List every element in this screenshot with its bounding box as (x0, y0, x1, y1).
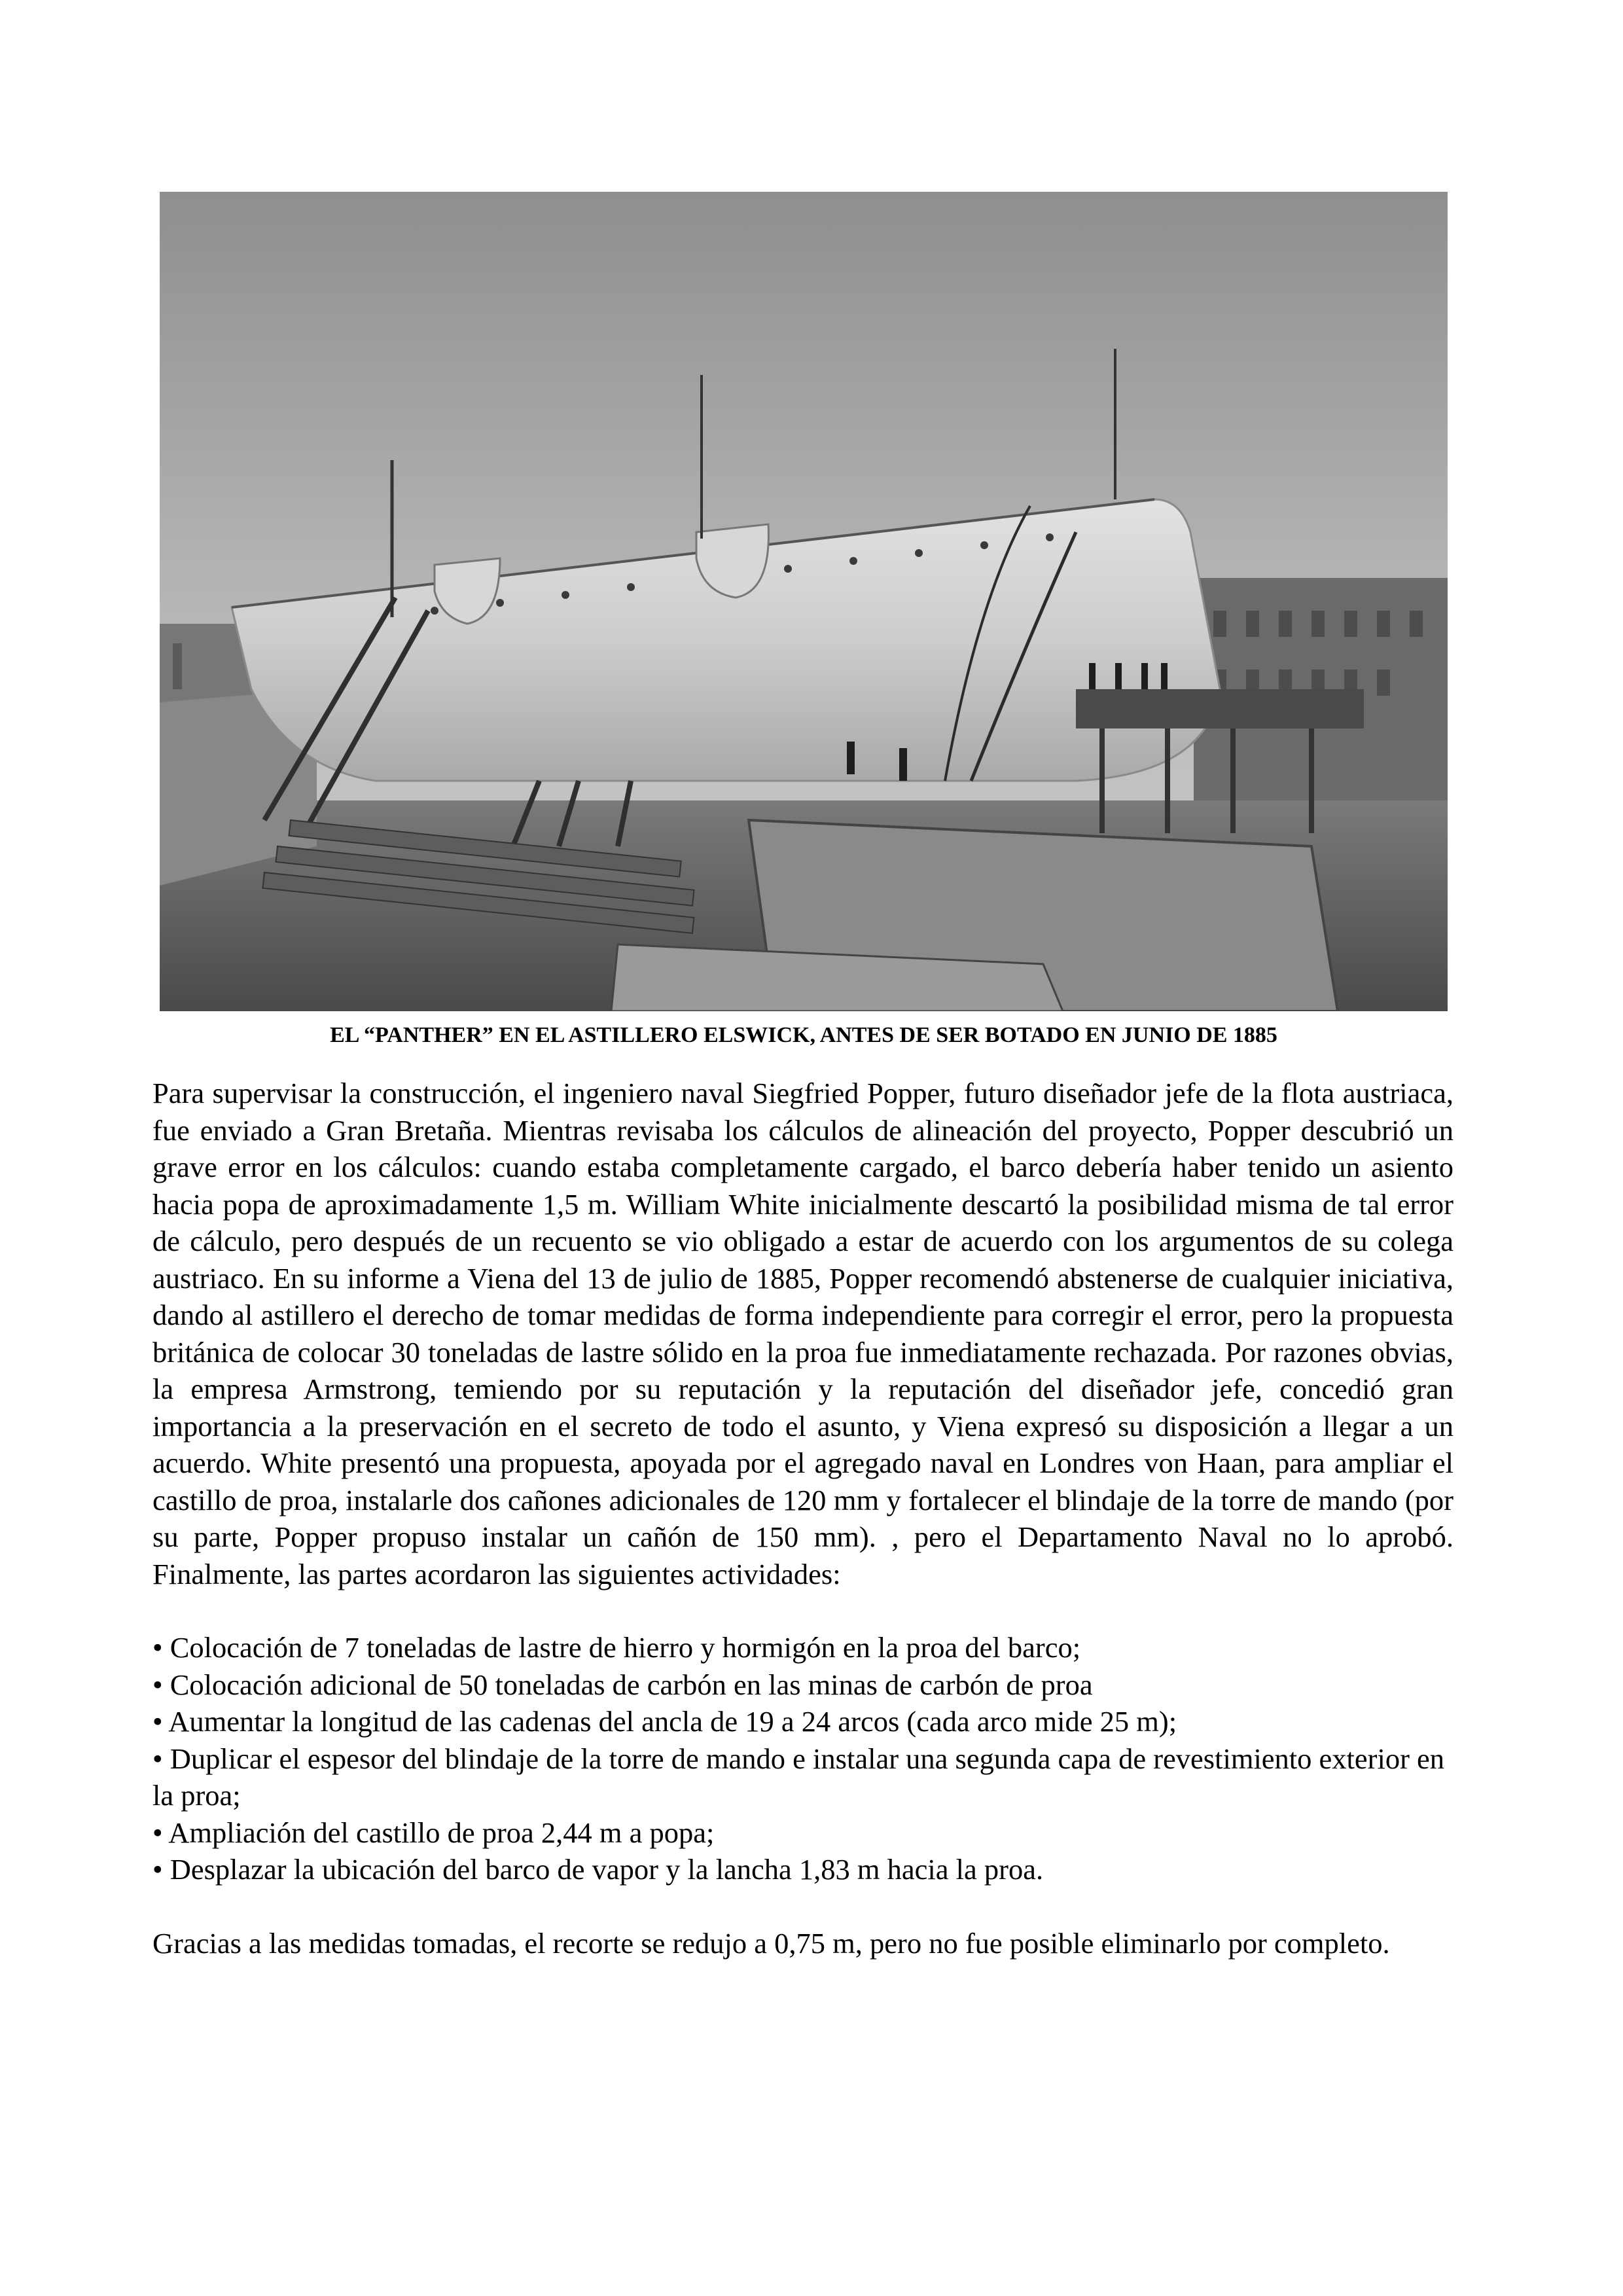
list-item: • Duplicar el espesor del blindaje de la torre de mando e instalar una segunda capa de revestimiento exterior en la proa; (152, 1742, 1445, 1812)
article-body (152, 1075, 1454, 1962)
list-item: • Desplazar la ubicación del barco de vapor y la lancha 1,83 m hacia la proa. (152, 1853, 1044, 1886)
paragraph-1: Para supervisar la construcción, el ingeniero naval Siegfried Popper, futuro diseñador jefe de la flota austriaca, fue enviado a Gran Bretaña. Mientras revisaba los cálculos de alineación del proyecto, Popper descubrió un grave error en los cálculos: cuando estaba completamente cargado, el barco debería haber tenido un asiento hacia popa de aproximadamente 1,5 m. William White inicialmente descartó la posibilidad misma de tal error de cálculo, pero después de un recuento se vio obligado a estar de acuerdo con los argumentos de su colega austriaco. En su informe a Viena del 13 de julio de 1885, Popper recomendó abstenerse de cualquier iniciativa, dando al astillero el derecho de tomar medidas de forma independiente para corregir el error, pero la propuesta británica de colocar 30 toneladas de lastre sólido en la proa fue inmediatamente rechazada. Por razones obvias, la empresa Armstrong, temiendo por su reputación y la reputación del diseñador jefe, concedió gran importancia a la preservación en el secreto de todo el asunto, y Viena expresó su disposición a llegar a un acuerdo. White presentó una propuesta, apoyada por el agregado naval en Londres von Haan, para ampliar el castillo de proa, instalarle dos cañones adicionales de 120 mm y fortalecer el blindaje de la torre de mando (por su parte, Popper propuso instalar un cañón de 150 mm). , pero el Departamento Naval no lo aprobó. Finalmente, las partes acordaron las siguientes actividades: (152, 1077, 1454, 1590)
list-item: • Colocación de 7 toneladas de lastre de hierro y hormigón en la proa del barco; (152, 1631, 1081, 1664)
figure-caption: EL “PANTHER” EN EL ASTILLERO ELSWICK, ANTES DE SER BOTADO EN JUNIO DE 1885 (330, 1023, 1277, 1047)
ship-photo (160, 192, 1448, 1011)
list-item: • Ampliación del castillo de proa 2,44 m a popa; (152, 1816, 715, 1849)
paragraph-2: Gracias a las medidas tomadas, el recorte se redujo a 0,75 m, pero no fue posible eliminarlo por completo. (152, 1926, 1390, 1960)
ship-photo-icon (160, 192, 1448, 1011)
list-item: • Aumentar la longitud de las cadenas del ancla de 19 a 24 arcos (cada arco mide 25 m); (152, 1705, 1177, 1738)
measures-list (152, 1629, 1454, 1888)
list-item: • Colocación adicional de 50 toneladas de carbón en las minas de carbón de proa (152, 1668, 1093, 1701)
